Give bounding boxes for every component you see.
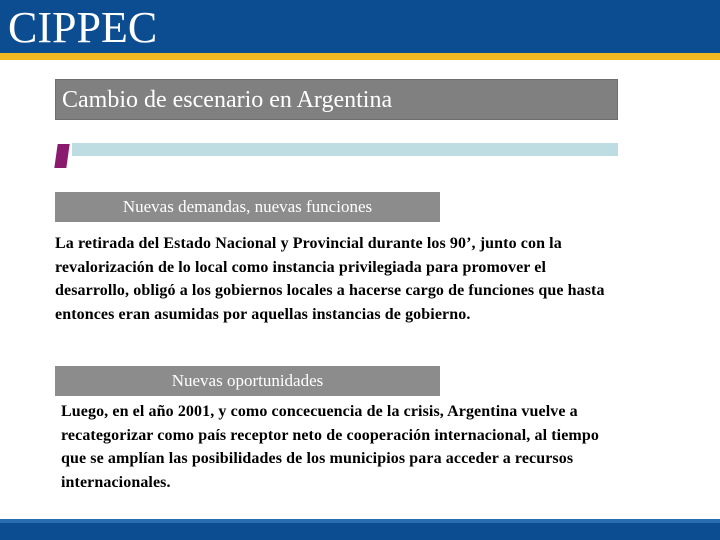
cippec-logo: CIPPEC [8, 3, 158, 52]
paragraph-line: recategorizar como país receptor neto de cooperación internacional, al tiempo [61, 426, 599, 444]
section-heading-oportunidades: Nuevas oportunidades [55, 366, 440, 396]
accent-mark [54, 144, 69, 168]
paragraph-line: entonces eran asumidas por aquellas instancias de gobierno. [55, 305, 471, 323]
slide-title-box [55, 79, 618, 120]
header-stripe [0, 53, 720, 60]
accent-bar [72, 143, 618, 156]
paragraph-line: revalorización de lo local como instancia privilegiada para promover el [55, 258, 547, 276]
paragraph-line: La retirada del Estado Nacional y Provincial durante los 90’, junto con la [55, 235, 562, 252]
section-heading-demandas: Nuevas demandas, nuevas funciones [55, 192, 440, 222]
section-paragraph-oportunidades [61, 400, 681, 494]
footer-stripe [0, 519, 720, 523]
paragraph-line: internacionales. [61, 473, 171, 491]
paragraph-line: desarrollo, obligó a los gobiernos locales a hacerse cargo de funciones que hasta [55, 282, 605, 299]
slide-title: Cambio de escenario en Argentina [62, 87, 393, 113]
paragraph-line: Luego, en el año 2001, y como concecuencia de la crisis, Argentina vuelve a [61, 403, 578, 420]
section-paragraph-demandas [55, 232, 675, 326]
paragraph-line: que se amplían las posibilidades de los municipios para acceder a recursos [61, 450, 574, 467]
